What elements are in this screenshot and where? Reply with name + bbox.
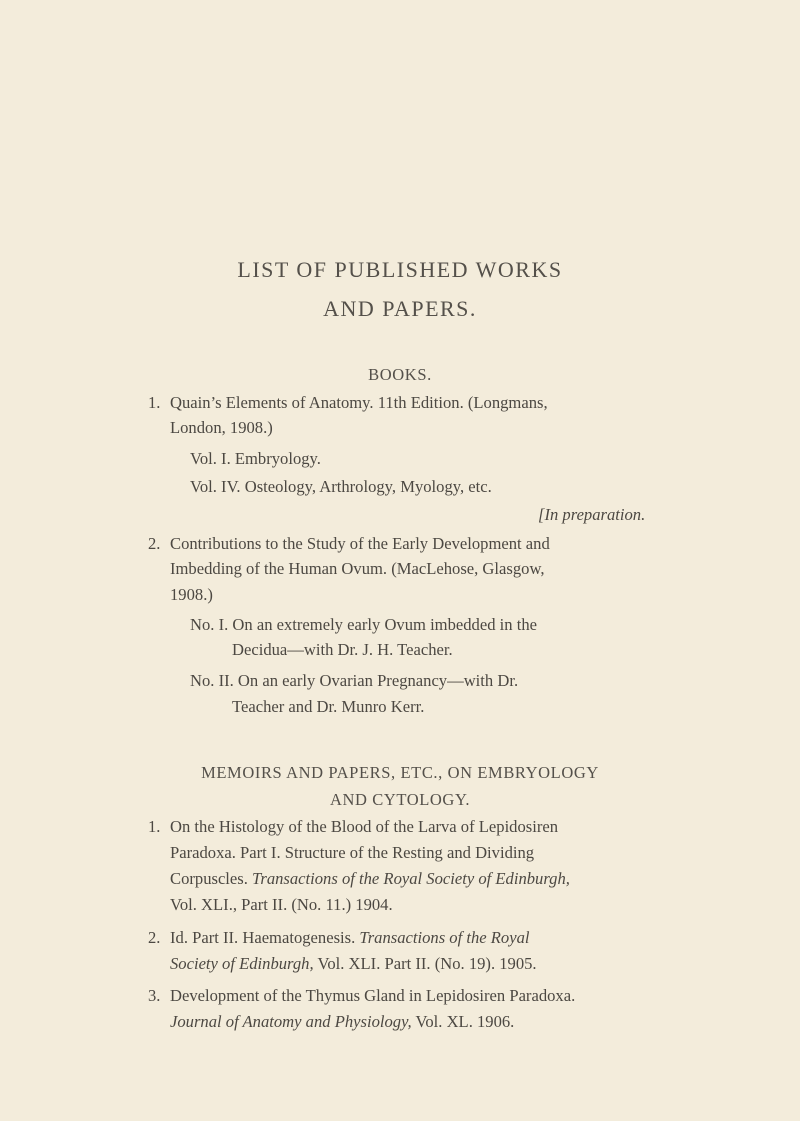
memoir-1-line-3-a: Corpuscles.	[170, 869, 248, 888]
book-1-number: 1.	[148, 393, 161, 412]
memoir-1-journal: Transactions of the Royal Society of Edinburgh,	[252, 869, 570, 888]
book-2-sub-2-cont: Teacher and Dr. Munro Kerr.	[232, 697, 425, 716]
memoir-3-line-1: Development of the Thymus Gland in Lepidosiren Paradoxa.	[170, 986, 576, 1005]
title-line-2: AND PAPERS.	[323, 296, 477, 321]
book-2-sub-2: No. II. On an early Ovarian Pregnancy—with Dr.	[190, 671, 519, 690]
memoir-2-line-2	[170, 954, 537, 974]
book-2-number: 2.	[148, 534, 161, 553]
book-2-sub-1: No. I. On an extremely early Ovum imbedded in the	[190, 615, 537, 634]
memoir-2-line-1	[170, 928, 530, 948]
memoirs-heading-line-2: AND CYTOLOGY.	[329, 790, 471, 809]
book-2-line-2: Imbedding of the Human Ovum. (MacLehose, Glasgow,	[170, 559, 545, 578]
book-1-vol-1: Vol. I. Embryology.	[190, 449, 321, 468]
book-1-line-2: London, 1908.)	[170, 418, 273, 437]
memoir-3-number: 3.	[148, 986, 161, 1005]
memoir-1-line-2: Paradoxa. Part I. Structure of the Resting and Dividing	[170, 843, 535, 862]
book-2-line-3: 1908.)	[170, 585, 213, 604]
memoir-2-line-1-a: Id. Part II. Haematogenesis.	[170, 928, 356, 947]
memoir-1-number: 1.	[148, 817, 161, 836]
memoir-3-line-2	[170, 1012, 514, 1032]
books-heading: BOOKS.	[368, 365, 432, 384]
memoir-2-number: 2.	[148, 928, 161, 947]
memoir-2-journal-cont: Society of Edinburgh,	[170, 954, 314, 973]
book-2-line-1: Contributions to the Study of the Early Development and	[170, 534, 550, 553]
title-line-1: LIST OF PUBLISHED WORKS	[237, 257, 563, 282]
book-1-vol-4: Vol. IV. Osteology, Arthrology, Myology, etc.	[190, 477, 492, 496]
memoir-3-line-2-b: Vol. XL. 1906.	[415, 1012, 515, 1031]
book-1-note: [In preparation.	[538, 505, 646, 524]
memoir-1-line-3	[170, 869, 570, 889]
memoirs-heading-line-1: MEMOIRS AND PAPERS, ETC., ON EMBRYOLOGY	[201, 763, 599, 782]
memoir-2-line-2-b: Vol. XLI. Part II. (No. 19). 1905.	[317, 954, 537, 973]
memoir-1-line-4: Vol. XLI., Part II. (No. 11.) 1904.	[170, 895, 393, 914]
memoir-2-journal: Transactions of the Royal	[359, 928, 530, 947]
memoir-1-line-1: On the Histology of the Blood of the Larva of Lepidosiren	[170, 817, 559, 836]
book-2-sub-1-cont: Decidua—with Dr. J. H. Teacher.	[232, 640, 453, 659]
book-1-line-1: Quain’s Elements of Anatomy. 11th Edition. (Longmans,	[170, 393, 548, 412]
memoir-3-journal: Journal of Anatomy and Physiology,	[170, 1012, 412, 1031]
